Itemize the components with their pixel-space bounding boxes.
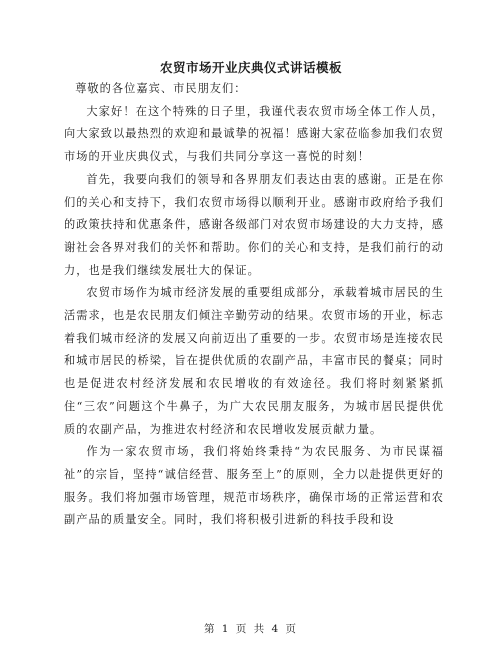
page-number-footer: 第 1 页 共 4 页	[203, 623, 299, 635]
document-body	[64, 78, 444, 532]
greeting-paragraph: 大家好！在这个特殊的日子里，我谨代表农贸市场全体工作人员，向大家致以最热烈的欢迎和最诚挚的祝福！感谢大家莅临参加我们农贸市场的开业庆典仪式，与我们共同分享这一喜悦的时刻！	[64, 104, 444, 164]
document-title: 农贸市场开业庆典仪式讲话模板	[159, 60, 342, 75]
commitment-paragraph: 作为一家农贸市场，我们将始终秉持“为农民服务、为市民谋福祉”的宗旨，坚持“诚信经营、服务至上”的原则，全力以赴提供更好的服务。我们将加强市场管理，规范市场秩序，确保市场的正常运营和农副产品的质量安全。同时，我们将积极引进新的科技手段和设	[64, 445, 444, 527]
market-role-paragraph: 农贸市场作为城市经济发展的重要组成部分，承载着城市居民的生活需求，也是农民朋友们倾注辛勤劳动的结果。农贸市场的开业，标志着我们城市经济的发展又向前迈出了重要的一步。农贸市场是连接农民和城市居民的桥梁，旨在提供优质的农副产品，丰富市民的餐桌；同时也是促进农村经济发展和农民增收的有效途径。我们将时刻紧紧抓住“三农”问题这个牛鼻子，为广大农民朋友服务，为城市居民提供优质的农副产品，为推进农村经济和农民增收发展贡献力量。	[64, 286, 444, 436]
salutation-paragraph: 尊敬的各位嘉宾、市民朋友们：	[75, 82, 247, 95]
thanks-paragraph: 首先，我要向我们的领导和各界朋友们表达由衷的感谢。正是在你们的关心和支持下，我们农贸市场得以顺利开业。感谢市政府给予我们的政策扶持和优惠条件，感谢各级部门对农贸市场建设的大力支持，感谢社会各界对我们的关怀和帮助。你们的关心和支持，是我们前行的动力，也是我们继续发展壮大的保证。	[64, 172, 444, 277]
